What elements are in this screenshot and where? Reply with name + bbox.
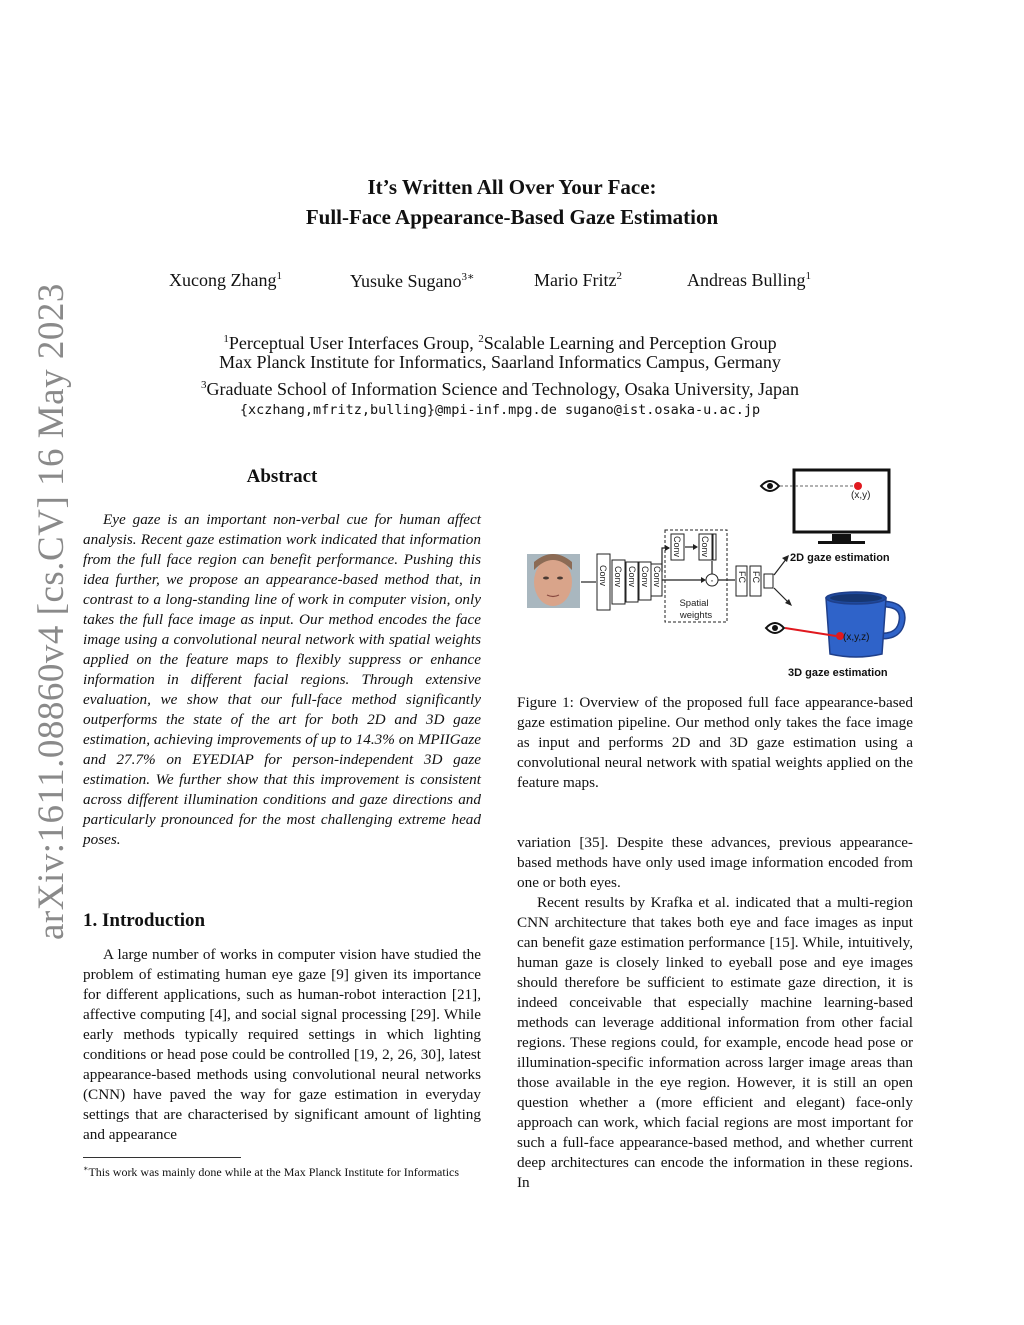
conv-layer-1 [597,554,610,610]
author-affil-mark: 2 [616,270,622,282]
label-2d-gaze-estimation: 2D gaze estimation [790,552,890,564]
title-line-2: Full-Face Appearance-Based Gaze Estimation [305,205,719,229]
fc-layer-2 [750,566,761,596]
svg-text:Conv: Conv [640,566,650,588]
author-name: Mario Fritz [534,270,617,290]
svg-text:FC: FC [737,571,747,583]
footnote-rule [83,1157,241,1158]
svg-text:·: · [710,573,714,587]
affil-mark: 3 [201,379,207,391]
author-affil-mark: 3∗ [461,271,475,283]
affil-text: Scalable Learning and Perception Group [483,333,777,353]
abstract-text: Eye gaze is an important non-verbal cue for human affect analysis. Recent gaze estimation work indicated that information from the full face region can benefit performance. Pushing this idea further, we propose an appearance-based method that, in contrast to a long-standing line of work in computer vision, only takes the full face image as input. Our method encodes the face image using a convolutional neural network with spatial weights applied on the feature maps to flexibly suppress or enhance information in different facial regions. Through extensive evaluation, we show that our full-face method significantly outperforms the state of the art for both 2D and 3D gaze estimation, achieving improvements of up to 14.3% on MPIIGaze and 27.7% on EYEDIAP for person-independent 3D gaze estimation. We further show that this improvement is consistent across different illumination conditions and gaze directions and particularly pronounced for the most challenging extreme head poses. [83,511,481,848]
conv-layer-4 [639,562,651,600]
paper-title [0,172,1024,232]
footnote-text: This work was mainly done while at the Max Planck Institute for Informatics [88,1165,460,1179]
label-3d-gaze-estimation: 3D gaze estimation [788,667,888,679]
abstract-heading: Abstract [246,466,318,487]
monitor-icon [794,470,889,544]
spatial-weights-label: Spatial [679,598,709,609]
svg-text:Conv: Conv [700,536,710,558]
author-affil-mark: 1 [805,270,811,282]
svg-text:Conv: Conv [613,566,623,588]
fc-layer-1 [736,566,747,596]
author-4 [687,270,811,291]
author-emails: {xczhang,mfritz,bulling}@mpi-inf.mpg.de sugano@ist.osaka-u.ac.jp [239,402,761,418]
figure-1-caption: Figure 1: Overview of the proposed full face appearance-based gaze estimation pipeline. Our method only takes the face image as input and performs 2D and 3D gaze estimation using a convolutional neural network with spatial weights applied on the feature maps. [517,694,913,791]
svg-text:Conv: Conv [672,536,682,558]
eye-icon [766,623,784,633]
figure-1-pipeline-diagram [520,462,920,684]
author-name: Yusuke Sugano [350,271,462,291]
author-3 [534,270,622,291]
conv-layer-3 [626,562,638,602]
face-image [527,554,580,608]
affiliation-line-3 [0,374,1000,401]
affil-mark: 1 [223,333,229,345]
svg-text:Conv: Conv [627,566,637,588]
author-name: Xucong Zhang [169,270,277,290]
arxiv-stamp: arXiv:1611.08860v4 [cs.CV] 16 May 2023 [31,283,72,940]
affil-text: Perceptual User Interfaces Group, [228,333,479,353]
spatial-weights-label: weights [679,610,713,621]
affil-mark: 2 [478,333,484,345]
coord-2d-label: (x,y) [851,490,871,501]
cup-icon [826,592,902,657]
spatial-weights-conv-2 [699,534,712,560]
footnote [83,1161,481,1180]
conv-layer-5 [651,564,662,596]
spatial-weights-conv-1 [671,534,684,560]
eye-icon [761,481,779,491]
intro-paragraph-1: A large number of works in computer vision have studied the problem of estimating human eye gaze [9] given its importance for different applications, such as human-robot interaction [21], affective computing [4], and social signal processing [29]. While early methods typically required settings in which lighting conditions or head pose could be controlled [19, 2, 26, 30], latest appearance-based methods using convolutional neural networks (CNN) have paved the way for gaze estimation in everyday settings that are characterised by significant amount of lighting and appearance [83,946,481,1143]
intro-paragraph-1-continued: variation [35]. Despite these advances, previous appearance-based methods have only used image information encoded from one or both eyes. [517,834,913,891]
multiply-node [706,573,718,587]
author-1 [169,270,282,291]
section-heading-introduction: 1. Introduction [83,910,206,931]
affiliation-line-2: Max Planck Institute for Informatics, Saarland Informatics Campus, Germany [219,352,781,372]
output-node [764,574,773,588]
author-2 [350,270,474,292]
title-line-1: It’s Written All Over Your Face: [367,175,657,199]
author-name: Andreas Bulling [687,270,806,290]
coord-3d-label: (x,y,z) [843,632,870,643]
author-affil-mark: 1 [276,270,282,282]
svg-text:FC: FC [751,571,761,583]
svg-text:Conv: Conv [598,565,608,587]
intro-paragraph-2: Recent results by Krafka et al. indicated that a multi-region CNN architecture that takes both eye and face images as input can benefit gaze estimation performance [15]. While, intuitively, human gaze is closely linked to eyeball pose and eye images should therefore be sufficient to estimate gaze direction, it is indeed conceivable that especially machine learning-based methods can leverage additional information from other facial regions. These regions could, for example, encode head pose or illumination-specific information across larger image areas than those available in the eye region. However, it is still an open question whether a (more efficient and elegant) face-only approach can work, which facial regions are most important for such a full-face appearance-based method, and whether current deep architectures can encode the information in these regions. In [517,894,913,1191]
conv-layer-2 [612,560,625,604]
gaze-point-2d [854,482,862,490]
footnote-mark: ∗ [83,1164,89,1173]
svg-text:Conv: Conv [652,566,662,588]
affil-text: Graduate School of Information Science and Technology, Osaka University, Japan [206,379,799,399]
